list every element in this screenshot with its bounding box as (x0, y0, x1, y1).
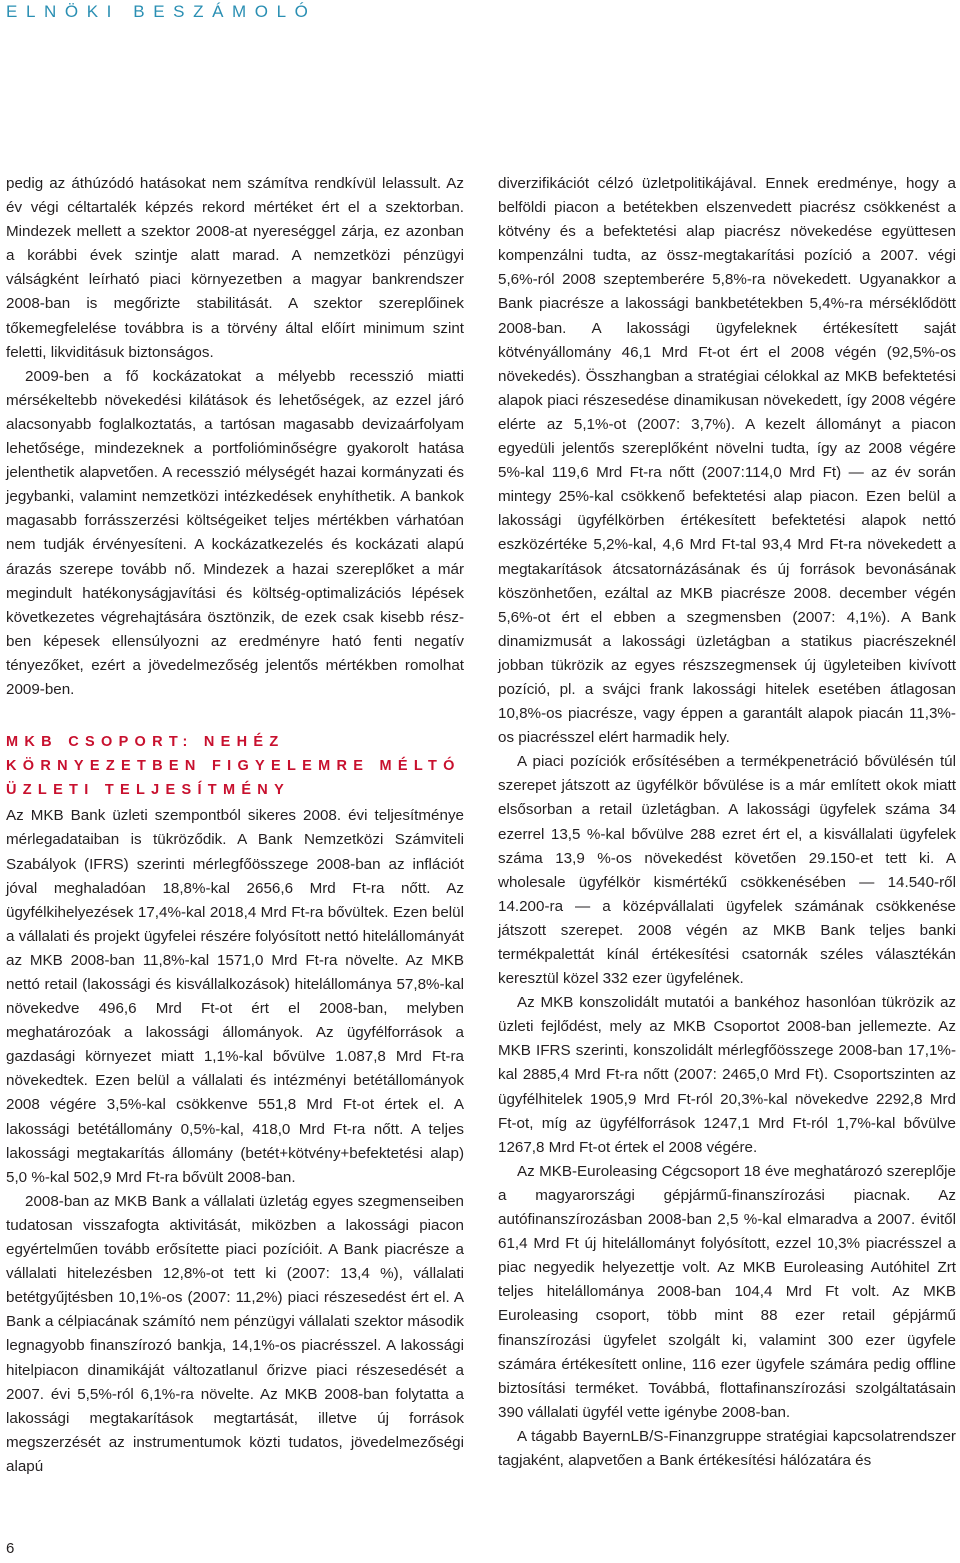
body-paragraph: 2009-ben a fő kockázatokat a mélyebb recesszió miatti mérsékeltebb növekedési kilátások és lehetőségek, az ezzel járó alacsonyabb foglalkoztatás, a tartósan magasabb devizaárfolyam lehetősége, mindezeknek a portfolióminőségre gyakorolt hatása jelenthetik alapvetően. A recesszió mélységét hazai kormányzati és jegybanki, valamint nemzetközi intézkedések enyhíthetik. A bankok magasabb forrásszerzési költségeiket teljes mértékben várhatóan nem tudják érvényesíteni. A kockázatkezelés és kockázati alapú árazás szerepe tovább nő. Mindezek a hazai szereplőket a már megindult hatékonyságjavítási és költség-optimalizációs lépések következetes végrehajtására ösztönzik, de ezek csak kisebb részben képesek ellensúlyozni az eredményre ható fenti negatív tényezőket, ezért a jövedelmezőség jelentős mértékben romolhat 2009-ben. (6, 367, 464, 698)
body-paragraph: Az MKB konszolidált mutatói a bankéhoz hasonlóan tükrözik az üzleti fejlődést, mely az MKB Csoportot 2008-ban jellemezte. Az MKB IFRS szerinti, konszolidált mérlegfőösszege 2008-ban 17,1%-kal 2885,4 Mrd Ft-ra nőtt (2007: 2465,0 Mrd Ft). Csoportszinten az ügyfélhitelek 1905,9 Mrd Ft-ról 20,3%-kal növekedve 2292,8 Mrd Ft-ot, míg az ügyfélforrások 1247,1 Mrd Ft-ról 1,7%-kal bővülve 1267,8 Mrd Ft-ot értek el 2008 végére. (498, 994, 956, 1156)
body-paragraph: Az MKB-Euroleasing Cégcsoport 18 éve meghatározó szereplője a magyarországi gépjármű-finanszírozási piacnak. Az autófinanszírozásban 2008-ban 2,5 %-kal elmaradva a 2007. évitől 61,4 Mrd Ft új hitelállományt folyósított, ezzel 10,3% piacrésszel a piac negyedik helyezettje volt. Az MKB Euroleasing Autóhitel Zrt teljes hitelállománya 2008-ban 104,4 Mrd Ft volt. Az MKB Euroleasing csoport, több mint 88 ezer retail gépjármű finanszírozási ügyfelet szolgált ki, valamint 300 ezer ügyfele számára értékesített online, 116 ezer ügyfele számára pedig offline biztosítási terméket. Továbbá, flottafinanszírozási szolgáltatásain 390 vállalati ügyfél vette igénybe 2008-ban. (498, 1162, 956, 1421)
right-text-column (498, 172, 956, 1473)
left-text-column (6, 172, 464, 1479)
body-paragraph: A piaci pozíciók erősítésében a termékpenetráció bővülésén túl szerepet játszott az ügyfélkör bővülése is a már említett okok miatt elsősorban a retail üzletágban. A lakossági ügyfelek száma 34 ezerrel 13,5 %-kal bővülve 288 ezret ért el, a kisvállalati ügyfelek száma 13,9 %-os növekedést követően 29.150-et tett ki. A wholesale ügyfélkör kismértékű csökkenésében — 14.540-ről 14.200-ra — a középvállalati ügyfelek számának csökkenése játszott szerepet. 2008 végén az MKB Bank teljes banki termékpalettát kínál értékesítési csatornák széles választékán keresztül közel 332 ezer ügyfelének. (498, 753, 956, 988)
body-paragraph: diverzifikációt célzó üzletpolitikájával. Ennek eredménye, hogy a belföldi piacon a betétekben elszenvedett piacrész csökkenést a kötvény és a befektetési alap piacrész növekedése együttesen kompenzálni tudta, az össz-megtakarítási pozíció a 2007. végi 5,6%-ról 2008 szeptemberére 5,8%-ra növekedett. Ugyanakkor a Bank piacrésze a lakossági bankbetétekben 5,4%-ra mérséklődött 2008-ban. A lakossági ügyfeleknek értékesített saját kötvényállomány 46,1 Mrd Ft-ot ért el 2008 végén (92,5%-os növekedés). Összhangban a stratégiai célokkal az MKB befektetési alapok piaci részesedése dinamikusan növekedett, így 2008 végére elérte az 5,1%-ot (2007: 3,7%). A kezelt állományt a piacon egyedüli jelentős szereplőként növelni tudta, így az 2008 végére 5%-kal 119,6 Mrd Ft-ra nőtt (2007:114,0 Mrd Ft) — az év során mintegy 25%-kal csökkenő befektetési alap piacon. Ezen belül a lakossági ügyfélkörben értékesített befektetési alapok nettó eszközértéke 5,2%-kal, 4,6 Mrd Ft-tal 93,4 Mrd Ft-ra növekedett a megtakarítások átcsatornázásának és új források bevonásának köszönhetően, ezáltal az MKB piacrésze 2008. december végén 5,6%-ot ért el ebben a szegmensben (2007: 4,1%). A Bank dinamizmusát a lakossági üzletágban a statikus piacrészeknél jobban tükrözik az egyes részszegmensek új ügyleteiben kivívott pozíció, pl. a svájci frank lakossági hitelek esetében átlagosan 10,8%-os piacrésze, vagy éppen a garantált alapok piacán 11,3%-os piacrésszel elért harmadik hely. (498, 175, 956, 747)
body-paragraph: A tágabb BayernLB/S-Finanzgruppe stratégiai kapcsolatrendszer tagjaként, alapvetően a Bank értékesítési hálózatára és (498, 1427, 956, 1469)
body-paragraph: 2008-ban az MKB Bank a vállalati üzletág egyes szegmenseiben tudatosan visszafogta aktivitását, miközben a lakossági piacon egyértelműen tovább erősítette piaci pozícióit. A Bank piacrésze a vállalati hitelezésben 12,8%-ot tett ki (2007: 13,4 %), vállalati betétgyűjtésben 10,1%-os (2007: 11,2%) piaci részesedést ért el. A Bank a célpiacának számító nem pénzügyi vállalati szektor második legnagyobb finanszírozó bankja, 14,1%-os piacrésszel. A lakossági hitelpiacon dinamikáját változatlanul őrizve piaci részesedését a 2007. évi 5,5%-ról 6,1%-ra növelte. Az MKB 2008-ban folytatta a lakossági megtakarítások megtartását, illetve új források megszerzését az instrumentumok közti tudatos, jövedelmezőségi alapú (6, 1192, 464, 1475)
page-number: 6 (6, 1540, 15, 1557)
body-paragraph: Az MKB Bank üzleti szempontból sikeres 2008. évi teljesítménye mérlegadataiban is tükröződik. A Bank Nemzetközi Számviteli Szabályok (IFRS) szerinti mérlegfőösszege 2008-ban az inflációt jóval meghaladóan 18,8%-kal 2656,6 Mrd Ft-ra nőtt. Az ügyfélkihelyezések 17,4%-kal 2018,4 Mrd Ft-ra bővültek. Ezen belül a vállalati és projekt ügyfelei részére folyósított nettó hitelállományát az MKB 2008-ban 11,8%-kal 1571,0 Mrd Ft-ra növelte. Az MKB nettó retail (lakossági és kisvállalkozások) hitelállománya 57,8%-kal növekedve 496,6 Mrd Ft-ot ért el 2008-ban, melyben meghatározóak a lakossági állományok. Az ügyfélforrások a gazdasági környezet miatt 1,1%-kal bővülve 1.087,8 Mrd Ft-ra növekedtek. Ezen belül a vállalati és intézményi betétállományok 2008 végére 3,5%-kal csökkenve 551,8 Mrd Ft-ot értek el. A lakossági betétállomány 0,5%-kal, 418,0 Mrd Ft-ra nőtt. A teljes lakossági megtakarítás állomány (betét+kötvény+befektetési alap) 5,0 %-kal 502,9 Mrd Ft-ra bővült 2008-ban. (6, 807, 464, 1186)
section-heading: MKB CSOPORT: NEHÉZ KÖRNYEZETBEN FIGYELEMRE MÉLTÓ ÜZLETI TELJESÍTMÉNY (6, 734, 461, 799)
body-paragraph: pedig az áthúzódó hatásokat nem számítva rendkívül lelassult. Az év végi céltartalék képzés rekord mértéket ért el a szektorban. Mindezek mellett a szektor 2008-at nyereséggel zárja, ez azonban a korábbi évek szintje alatt marad. A nemzetközi pénzügyi válságként leírható piaci környezetben a magyar bankrendszer 2008-ban is megőrizte stabilitását. A szektor szereplőinek tőkemegfelelése továbbra is a törvény által előírt minimum szint feletti, likviditásuk biztonságos. (6, 175, 464, 361)
section-header-title: ELNÖKI BESZÁMOLÓ (6, 2, 317, 21)
